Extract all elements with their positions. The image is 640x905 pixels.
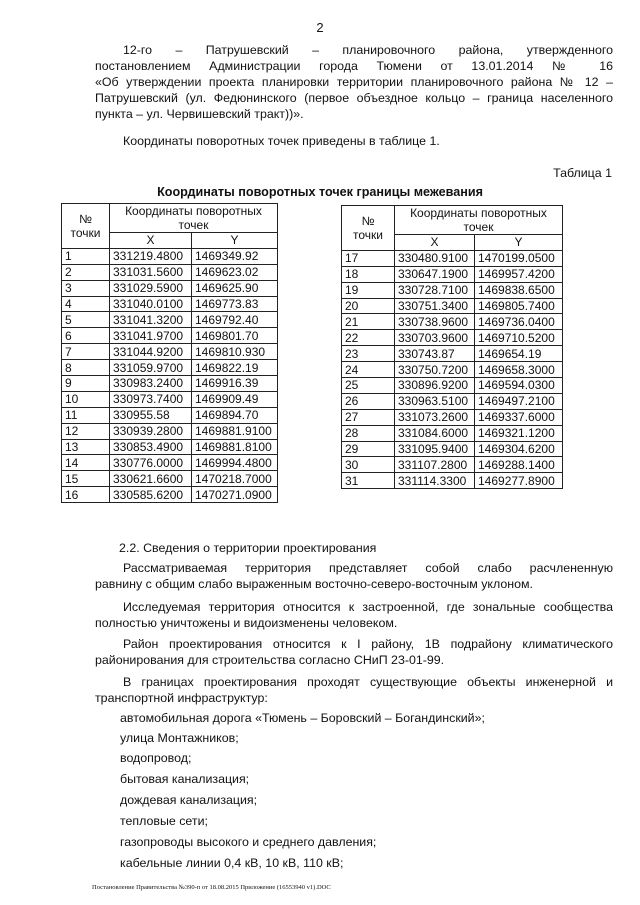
table-row	[342, 266, 563, 282]
coord-x: 331073.2600	[395, 409, 475, 425]
point-number: 1	[62, 248, 110, 264]
list-item: газопроводы высокого и среднего давления;	[120, 835, 377, 849]
table-row	[342, 441, 563, 457]
coords-note: Координаты поворотных точек приведены в таблице 1.	[123, 134, 440, 148]
point-number: 8	[62, 360, 110, 376]
table-row	[342, 282, 563, 298]
table-row	[342, 409, 563, 425]
coord-y: 1469894.70	[192, 407, 278, 423]
coord-x: 331041.3200	[110, 312, 192, 328]
footer-file-reference: Постановление Правительства №390-п от 18.08.2015 Приложение (16553940 v1).DOC	[92, 884, 331, 891]
coord-y: 1469773.83	[192, 296, 278, 312]
coord-y: 1469497.2100	[475, 393, 563, 409]
coord-x: 330621.6600	[110, 471, 192, 487]
paragraph-relief-line-2: равнину с общим слабо выраженным восточно-северо-восточным уклоном.	[95, 577, 533, 591]
coord-y: 1469810.930	[192, 344, 278, 360]
coord-x: 331031.5600	[110, 264, 192, 280]
table-row	[342, 250, 563, 266]
header-coords-line2: точек	[178, 218, 209, 232]
coord-y: 1469881.9100	[192, 423, 278, 439]
point-number: 2	[62, 264, 110, 280]
header-x: X	[395, 235, 475, 251]
coord-y: 1470271.0900	[192, 487, 278, 503]
table-row	[342, 425, 563, 441]
paragraph-climate-line-1: Район проектирования относится к I району, 1В подрайону климатического	[123, 637, 613, 651]
list-item: улица Монтажников;	[120, 731, 239, 745]
table-row	[62, 391, 278, 407]
table-row	[62, 328, 278, 344]
coord-x: 330896.9200	[395, 378, 475, 394]
coord-x: 330751.3400	[395, 298, 475, 314]
coord-x: 331040.0100	[110, 296, 192, 312]
point-number: 30	[342, 457, 395, 473]
table-row	[62, 407, 278, 423]
point-number: 24	[342, 362, 395, 378]
header-num-line2: точки	[70, 225, 101, 240]
table-row	[342, 393, 563, 409]
coord-y: 1469710.5200	[475, 330, 563, 346]
table-row	[62, 248, 278, 264]
coord-x: 330983.2400	[110, 376, 192, 392]
coord-x: 331084.6000	[395, 425, 475, 441]
coord-x: 331219.4800	[110, 248, 192, 264]
coords-table-left	[61, 203, 278, 503]
table-row	[342, 298, 563, 314]
coord-y: 1469654.19	[475, 346, 563, 362]
point-number: 31	[342, 473, 395, 489]
point-number: 5	[62, 312, 110, 328]
page-number: 2	[316, 20, 324, 35]
paragraph-built-up-line-1: Исследуемая территория относится к застроенной, где зональные сообщества	[123, 600, 613, 614]
table-row	[62, 344, 278, 360]
header-coords	[110, 204, 278, 233]
table-title: Координаты поворотных точек границы межевания	[157, 185, 483, 199]
table-caption: Таблица 1	[553, 166, 612, 180]
point-number: 18	[342, 266, 395, 282]
coord-y: 1469658.3000	[475, 362, 563, 378]
coord-y: 1469277.8900	[475, 473, 563, 489]
point-number: 9	[62, 376, 110, 392]
coord-y: 1469909.49	[192, 391, 278, 407]
section-heading: 2.2. Сведения о территории проектирования	[119, 541, 377, 555]
coord-x: 331059.9700	[110, 360, 192, 376]
header-num-line2: точки	[353, 227, 383, 242]
table-row	[62, 471, 278, 487]
coord-x: 330939.2800	[110, 423, 192, 439]
intro-line-4: Патрушевский (ул. Федюнинского (первое объездное кольцо – граница населенного	[95, 91, 613, 105]
point-number: 21	[342, 314, 395, 330]
paragraph-infrastructure-line-2: транспортной инфраструктур:	[95, 691, 268, 705]
table-row	[62, 376, 278, 392]
coord-y: 1469288.1400	[475, 457, 563, 473]
coord-y: 1469625.90	[192, 280, 278, 296]
coord-x: 330853.4900	[110, 439, 192, 455]
coord-y: 1469822.19	[192, 360, 278, 376]
coord-y: 1469801.70	[192, 328, 278, 344]
table-row	[342, 346, 563, 362]
table-row	[62, 487, 278, 503]
table-row	[62, 439, 278, 455]
coord-x: 330728.7100	[395, 282, 475, 298]
point-number: 25	[342, 378, 395, 394]
coord-x: 330750.7200	[395, 362, 475, 378]
coord-y: 1470199.0500	[475, 250, 563, 266]
list-item: тепловые сети;	[120, 814, 208, 828]
coord-x: 330973.7400	[110, 391, 192, 407]
header-coords	[395, 206, 563, 235]
header-num-line1: №	[361, 213, 375, 228]
paragraph-infrastructure	[95, 674, 613, 706]
table-row	[62, 280, 278, 296]
point-number: 6	[62, 328, 110, 344]
header-coords-line1: Координаты поворотных	[410, 206, 547, 220]
point-number: 29	[342, 441, 395, 457]
point-number: 16	[62, 487, 110, 503]
intro-line-2: постановлением Администрации города Тюмени от 13.01.2014 № 16	[95, 59, 613, 73]
point-number: 23	[342, 346, 395, 362]
table-row	[62, 312, 278, 328]
coord-x: 331114.3300	[395, 473, 475, 489]
coord-y: 1469916.39	[192, 376, 278, 392]
header-y: Y	[192, 233, 278, 249]
intro-line-3: «Об утверждении проекта планировки территории планировочного района № 12 –	[95, 75, 613, 89]
coord-y: 1469957.4200	[475, 266, 563, 282]
paragraph-infrastructure-line-1: В границах проектирования проходят существующие объекты инженерной и	[123, 675, 613, 689]
point-number: 20	[342, 298, 395, 314]
header-num-line1: №	[79, 211, 92, 226]
point-number: 11	[62, 407, 110, 423]
point-number: 12	[62, 423, 110, 439]
coord-x: 331041.9700	[110, 328, 192, 344]
coord-y: 1469736.0400	[475, 314, 563, 330]
table-row	[62, 455, 278, 471]
coord-x: 330585.6200	[110, 487, 192, 503]
coord-y: 1469304.6200	[475, 441, 563, 457]
table-row	[62, 296, 278, 312]
point-number: 3	[62, 280, 110, 296]
coord-x: 331029.5900	[110, 280, 192, 296]
coord-y: 1469623.02	[192, 264, 278, 280]
table-row	[342, 314, 563, 330]
table-row	[342, 473, 563, 489]
point-number: 26	[342, 393, 395, 409]
coord-x: 330480.9100	[395, 250, 475, 266]
list-item: водопровод;	[120, 751, 192, 765]
coord-y: 1469792.40	[192, 312, 278, 328]
coord-x: 330963.5100	[395, 393, 475, 409]
table-row	[62, 360, 278, 376]
header-coords-line2: точек	[463, 220, 494, 234]
coord-y: 1469838.6500	[475, 282, 563, 298]
list-item: автомобильная дорога «Тюмень – Боровский – Богандинский»;	[120, 711, 485, 725]
point-number: 22	[342, 330, 395, 346]
coord-x: 330738.9600	[395, 314, 475, 330]
table-row	[342, 457, 563, 473]
coord-y: 1470218.7000	[192, 471, 278, 487]
point-number: 27	[342, 409, 395, 425]
paragraph-built-up-line-2: полностью уничтожены и видоизменены человеком.	[95, 616, 398, 630]
paragraph-relief	[95, 560, 613, 592]
coord-y: 1469994.4800	[192, 455, 278, 471]
coord-y: 1469337.6000	[475, 409, 563, 425]
intro-paragraph	[95, 42, 613, 122]
table-row	[62, 423, 278, 439]
header-num	[342, 206, 395, 251]
table-row	[342, 362, 563, 378]
paragraph-climate	[95, 636, 613, 668]
point-number: 17	[342, 250, 395, 266]
coord-x: 330647.1900	[395, 266, 475, 282]
intro-line-5: пункта – ул. Червишевский тракт))».	[95, 107, 304, 121]
point-number: 14	[62, 455, 110, 471]
table-row	[342, 378, 563, 394]
coord-x: 331095.9400	[395, 441, 475, 457]
coord-x: 330703.9600	[395, 330, 475, 346]
header-x: X	[110, 233, 192, 249]
point-number: 13	[62, 439, 110, 455]
intro-line-1: 12-го – Патрушевский – планировочного района, утвержденного	[123, 43, 613, 57]
point-number: 28	[342, 425, 395, 441]
coord-x: 331107.2800	[395, 457, 475, 473]
point-number: 19	[342, 282, 395, 298]
header-num	[62, 204, 110, 249]
coord-y: 1469321.1200	[475, 425, 563, 441]
point-number: 10	[62, 391, 110, 407]
coord-y: 1469881.8100	[192, 439, 278, 455]
coord-x: 330743.87	[395, 346, 475, 362]
coord-y: 1469805.7400	[475, 298, 563, 314]
point-number: 4	[62, 296, 110, 312]
paragraph-relief-line-1: Рассматриваемая территория представляет собой слабо расчлененную	[123, 561, 613, 575]
point-number: 7	[62, 344, 110, 360]
coord-x: 331044.9200	[110, 344, 192, 360]
table-row	[342, 330, 563, 346]
point-number: 15	[62, 471, 110, 487]
list-item: дождевая канализация;	[120, 793, 258, 807]
paragraph-climate-line-2: районирования для строительства согласно СНиП 23-01-99.	[95, 653, 445, 667]
table-row	[62, 264, 278, 280]
header-y: Y	[475, 235, 563, 251]
header-coords-line1: Координаты поворотных	[125, 204, 262, 218]
paragraph-built-up	[95, 599, 613, 631]
coord-y: 1469594.0300	[475, 378, 563, 394]
coord-x: 330776.0000	[110, 455, 192, 471]
coord-x: 330955.58	[110, 407, 192, 423]
coord-y: 1469349.92	[192, 248, 278, 264]
list-item: бытовая канализация;	[120, 772, 250, 786]
list-item: кабельные линии 0,4 кВ, 10 кВ, 110 кВ;	[120, 856, 344, 870]
coords-table-right	[341, 205, 563, 489]
